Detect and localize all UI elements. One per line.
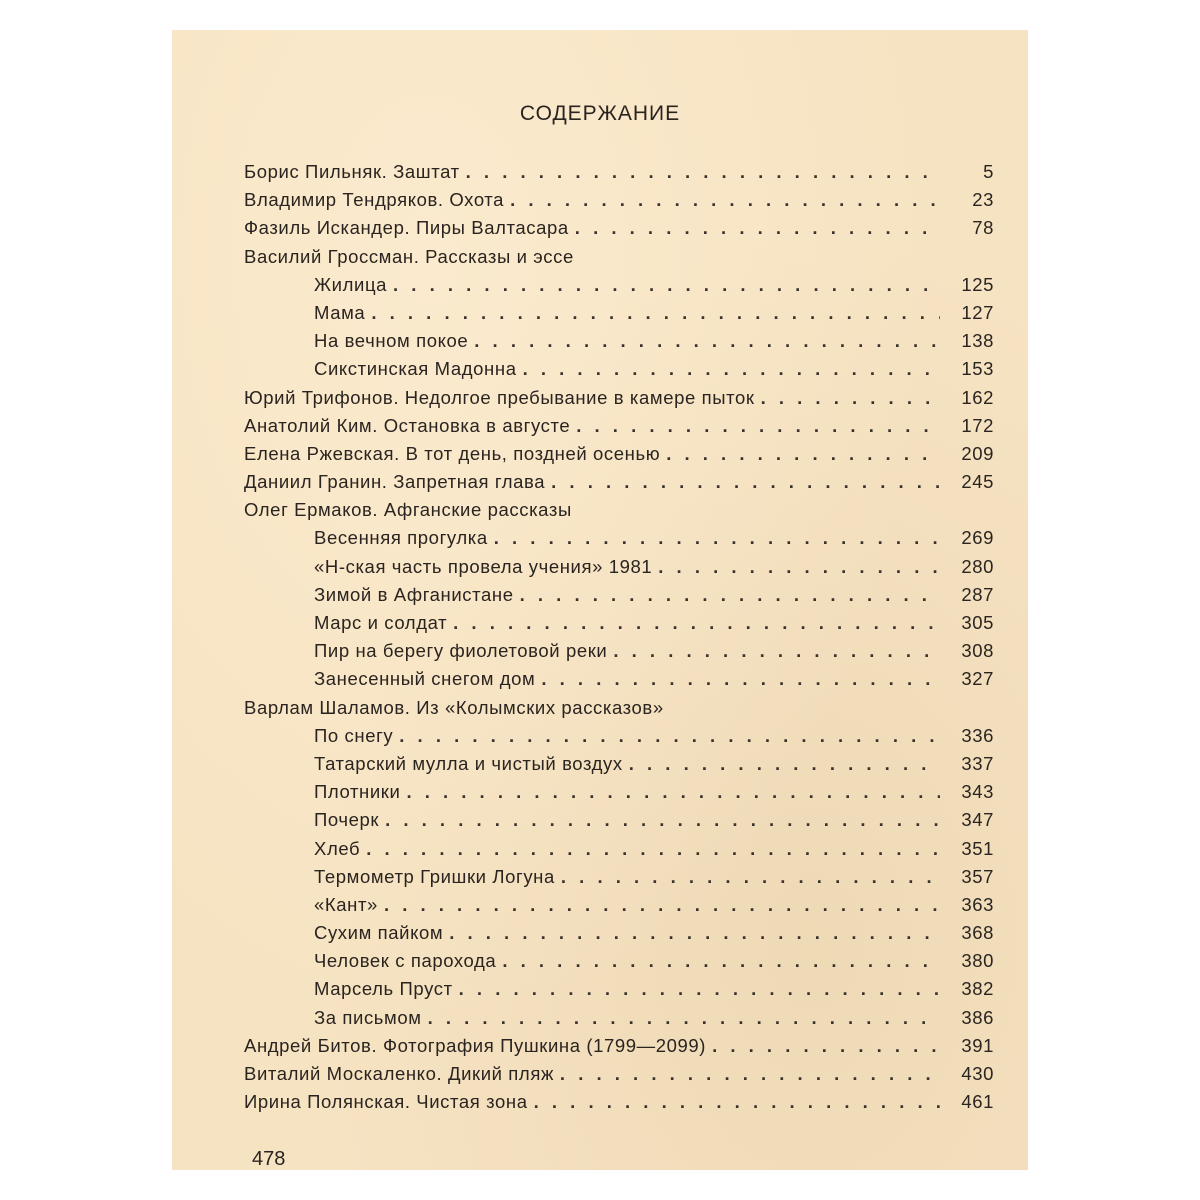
toc-entry-title: Татарский мулла и чистый воздух [314,752,623,774]
toc-entry-title: Фазиль Искандер. Пиры Валтасара [244,217,569,239]
dot-leader [520,581,940,609]
toc-entry-page: 269 [961,527,994,549]
toc-subentry [244,271,994,299]
dot-leader [384,891,940,919]
toc-entry-title: Жилица [314,273,388,295]
toc-subentry [244,778,994,806]
toc-subentry [244,750,994,778]
toc-entry-title: Термометр Гришки Логуна [314,865,555,887]
toc-entry-title: Почерк [314,809,380,831]
toc-subentry [244,1004,994,1032]
toc-subentry [244,637,994,665]
dot-leader [560,1060,940,1088]
dot-leader [366,835,940,863]
toc-subentry [244,609,994,637]
toc-entry-title: Андрей Битов. Фотография Пушкина (1799—2099) [244,1034,707,1056]
toc-subentry [244,947,994,975]
toc-entry-page: 209 [961,442,994,464]
dot-leader [474,327,940,355]
toc-entry-title: Варлам Шаламов. Из «Колымских рассказов» [244,696,664,718]
dot-leader [502,947,940,975]
toc-entry [244,496,994,524]
toc-subentry [244,665,994,693]
toc-entry-page: 308 [961,640,994,662]
toc-entry [244,1088,994,1116]
toc-entry-page: 127 [961,301,994,323]
toc-entry-page: 78 [972,217,994,239]
dot-leader [551,468,940,496]
toc-entry-page: 351 [961,837,994,859]
toc-entry-title: Борис Пильняк. Заштат [244,161,460,182]
toc-entry-title: Плотники [314,781,401,803]
toc-entry-title: Сикстинская Мадонна [314,358,517,380]
toc-subentry [244,975,994,1003]
toc-entry-title: На вечном покое [314,330,469,352]
toc-entry [244,440,994,468]
toc-entry-title: За письмом [314,1006,422,1028]
toc-entry-page: 287 [961,583,994,605]
dot-leader [561,863,940,891]
toc-entry-title: Марсель Пруст [314,978,453,1000]
toc-entry-page: 343 [961,781,994,803]
toc-entry [244,158,994,186]
dot-leader [459,975,940,1003]
book-page [172,30,1028,1170]
toc-entry-page: 368 [961,922,994,944]
toc-entry [244,186,994,214]
dot-leader [449,919,940,947]
toc-entry [244,214,994,242]
toc-entry-title: Юрий Трифонов. Недолгое пребывание в камере пыток [244,386,755,408]
toc-entry-title: Хлеб [314,837,361,859]
dot-leader [466,158,940,186]
page-title: СОДЕРЖАНИЕ [519,102,681,125]
toc-entry-page: 23 [972,189,994,211]
toc-entry-title: Мама [314,301,366,323]
toc-entry-title: «Кант» [314,893,378,915]
dot-leader [453,609,940,637]
dot-leader [541,665,940,693]
dot-leader [658,553,940,581]
toc-subentry [244,553,994,581]
dot-leader [629,750,940,778]
toc-subentry [244,919,994,947]
toc-entry-page: 430 [961,1063,994,1084]
dot-leader [428,1004,940,1032]
dot-leader [613,637,940,665]
toc-subentry [244,581,994,609]
dot-leader [385,806,940,834]
toc-entry [244,384,994,412]
toc-entry-page: 336 [961,724,994,746]
dot-leader [406,778,940,806]
toc-entry-title: Даниил Гранин. Запретная глава [244,471,546,493]
toc-entry [244,1032,994,1060]
toc-entry-title: Занесенный снегом дом [314,668,536,690]
toc-entry-title: Василий Гроссман. Рассказы и эссе [244,245,574,267]
toc-subentry [244,863,994,891]
table-of-contents [244,158,994,1116]
dot-leader [523,355,940,383]
toc-entry-page: 382 [961,978,994,1000]
toc-subentry [244,524,994,552]
toc-subentry [244,891,994,919]
toc-entry-page: 125 [961,273,994,295]
dot-leader [712,1032,940,1060]
toc-subentry [244,355,994,383]
toc-entry-title: Елена Ржевская. В тот день, поздней осенью [244,442,661,464]
toc-subentry [244,722,994,750]
toc-entry-title: Весенняя прогулка [314,527,488,549]
toc-entry-page: 363 [961,893,994,915]
toc-entry-page: 347 [961,809,994,831]
dot-leader [371,299,940,327]
toc-entry-page: 327 [961,668,994,690]
toc-entry-page: 162 [961,386,994,408]
toc-entry-title: Анатолий Ким. Остановка в августе [244,414,571,436]
dot-leader [399,722,940,750]
toc-entry [244,694,994,722]
toc-entry-title: Сухим пайком [314,922,444,944]
toc-entry-page: 153 [961,358,994,380]
toc-entry-page: 305 [961,612,994,633]
dot-leader [510,186,940,214]
toc-entry [244,1060,994,1088]
toc-entry-page: 461 [961,1091,994,1113]
dot-leader [666,440,940,468]
dot-leader [534,1088,940,1116]
toc-entry [244,243,994,271]
dot-leader [761,384,940,412]
toc-subentry [244,327,994,355]
toc-entry-title: Виталий Москаленко. Дикий пляж [244,1063,554,1084]
toc-entry-title: Владимир Тендряков. Охота [244,189,505,211]
page-number: 478 [252,1148,286,1170]
toc-subentry [244,835,994,863]
toc-entry-title: Человек с парохода [314,950,497,972]
dot-leader [494,524,940,552]
dot-leader [576,412,940,440]
toc-entry-page: 386 [961,1006,994,1028]
toc-entry-title: Марс и солдат [314,612,448,633]
toc-entry-page: 357 [961,865,994,887]
toc-entry-page: 391 [961,1034,994,1056]
toc-entry-title: «Н-ская часть провела учения» 1981 [314,555,653,577]
toc-subentry [244,806,994,834]
toc-entry-page: 245 [961,471,994,493]
toc-entry-title: Олег Ермаков. Афганские рассказы [244,499,572,521]
toc-entry-page: 337 [961,752,994,774]
toc-entry [244,468,994,496]
toc-entry-page: 172 [961,414,994,436]
toc-entry-title: По снегу [314,724,394,746]
dot-leader [575,214,940,242]
toc-entry-page: 280 [961,555,994,577]
toc-entry-page: 5 [983,161,994,182]
toc-entry-page: 380 [961,950,994,972]
toc-subentry [244,299,994,327]
toc-entry-page: 138 [961,330,994,352]
toc-entry-title: Пир на берегу фиолетовой реки [314,640,608,662]
toc-entry [244,412,994,440]
toc-entry-title: Зимой в Афганистане [314,583,514,605]
dot-leader [393,271,940,299]
toc-entry-title: Ирина Полянская. Чистая зона [244,1091,528,1113]
